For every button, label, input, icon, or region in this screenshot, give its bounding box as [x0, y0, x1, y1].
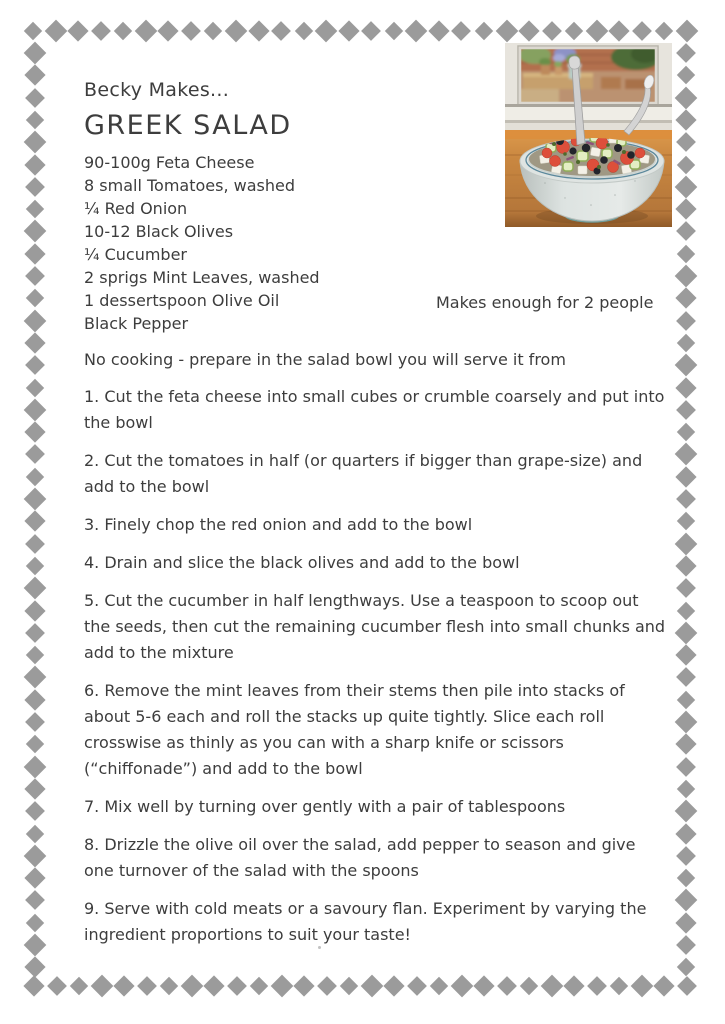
- ingredient-item: 1 dessertspoon Olive Oil: [84, 291, 280, 310]
- ingredient-item: 10-12 Black Olives: [84, 222, 234, 241]
- step-item: 4. Drain and slice the black olives and add to the bowl: [84, 553, 520, 572]
- step-item: 3. Finely chop the red onion and add to the bowl: [84, 515, 473, 534]
- step-item: 2. Cut the tomatoes in half (or quarters if bigger than grape-size) and add to the bowl: [84, 451, 643, 496]
- step-item: 6. Remove the mint leaves from their stems then pile into stacks of about 5-6 each and roll the stacks up quite tightly. Slice each roll crosswise as thinly as you can with a sharp knife or scissors (“chiffonade”) and add to the bowl: [84, 681, 625, 778]
- ingredient-item: ¼ Red Onion: [84, 199, 188, 218]
- step-item: 1. Cut the feta cheese into small cubes or crumble coarsely and put into the bowl: [84, 387, 665, 432]
- garden-view: [519, 44, 661, 104]
- ingredient-item: 8 small Tomatoes, washed: [84, 176, 295, 195]
- step-item: 7. Mix well by turning over gently with a pair of tablespoons: [84, 797, 566, 816]
- serving-note: Makes enough for 2 people: [436, 293, 654, 312]
- step-item: 9. Serve with cold meats or a savoury flan. Experiment by varying the ingredient proportions to suit your taste!: [84, 899, 647, 944]
- ingredient-item: Black Pepper: [84, 314, 189, 333]
- step-list: [84, 384, 666, 948]
- salad-photo: [505, 43, 672, 227]
- ingredient-item: 90-100g Feta Cheese: [84, 153, 255, 172]
- step-item: 8. Drizzle the olive oil over the salad, add pepper to season and give one turnover of the salad with the spoons: [84, 835, 636, 880]
- ingredient-item: 2 sprigs Mint Leaves, washed: [84, 268, 320, 287]
- scan-speck: [318, 946, 321, 949]
- ingredient-item: ¼ Cucumber: [84, 245, 188, 264]
- recipe-title: GREEK SALAD: [84, 110, 292, 141]
- step-item: 5. Cut the cucumber in half lengthways. Use a teaspoon to scoop out the seeds, then cut the remaining cucumber flesh into small chunks and add to the mixture: [84, 591, 666, 662]
- intro-line: No cooking - prepare in the salad bowl you will serve it from: [84, 350, 566, 369]
- byline: Becky Makes...: [84, 79, 230, 101]
